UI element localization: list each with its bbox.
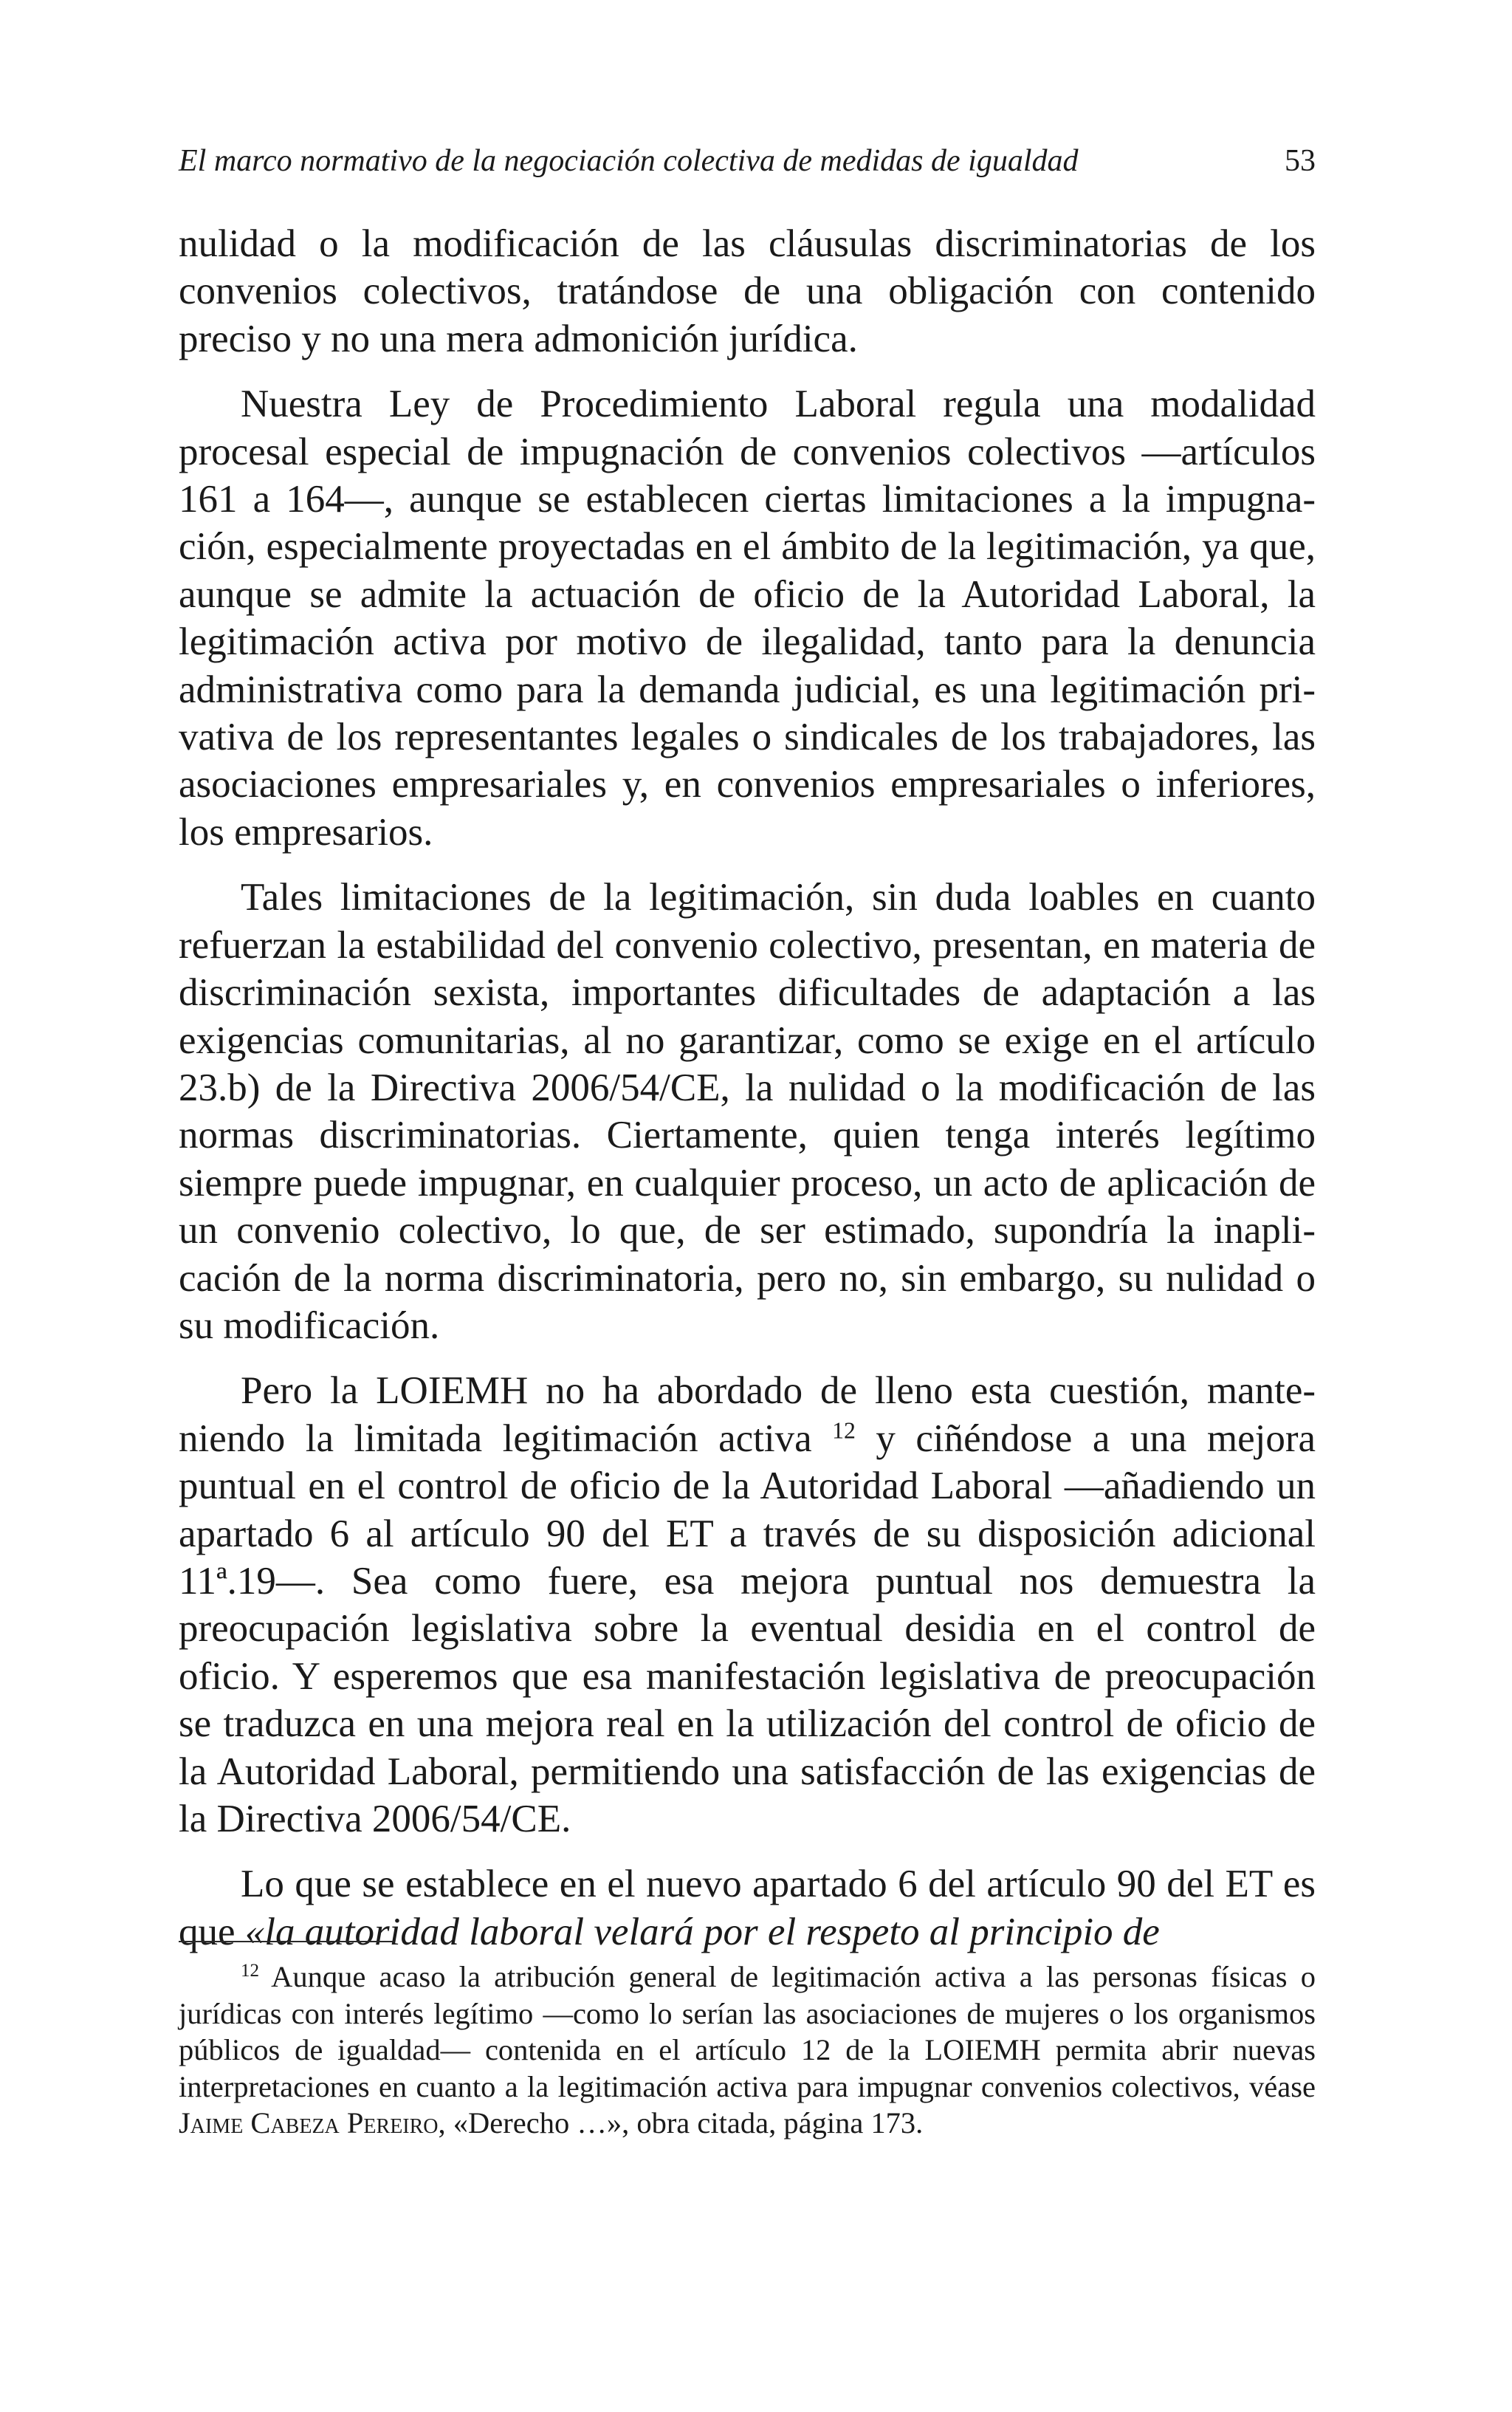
paragraph-5-quote: «la autoridad laboral velará por el respeto al principio de <box>244 1910 1160 1953</box>
running-title: El marco normativo de la negociación colectiva de medidas de igualdad <box>179 144 1079 178</box>
paragraph-2: Nuestra Ley de Procedimiento Laboral regula una modalidad procesal especial de impugnación de convenios colectivos —artículos 161 a 164—, aunque se establecen ciertas limitaciones a la impugnación, especialmente proyectadas en el ámbito de la legitimación, ya que, aunque se admite la actuación de oficio de la Autoridad Laboral, la legitimación activa por motivo de ilegalidad, tanto para la denuncia administrativa como para la demanda judicial, es una legitimación privativa de los representantes legales o sindicales de los trabajadores, las asociaciones empresariales y, en convenios empresariales o inferiores, los empresarios. <box>179 383 1316 854</box>
paragraph-3: Tales limitaciones de la legitimación, sin duda loables en cuanto refuerzan la estabilidad del convenio colectivo, presentan, en materia de discriminación sexista, importantes dificultades de adaptación a las exigencias comunitarias, al no garantizar, como se exige en el artículo 23.b) de la Directiva 2006/54/CE, la nulidad o la modificación de las normas discriminatorias. Ciertamente, quien tenga interés legítimo siempre puede impugnar, en cualquier proceso, un acto de aplicación de un convenio colectivo, lo que, de ser estimado, supondría la inaplicación de la norma discriminatoria, pero no, sin embargo, su nulidad o su modificación. <box>179 876 1316 1347</box>
footnote-text-start: Aunque acaso la atribución general de legitimación activa a las personas físicas o jurídicas con interés legítimo —como lo serían las asociaciones de mujeres o los organismos públicos de igualdad— contenida en el artículo 12 de la LOIEMH permita abrir nuevas interpretaciones en cuanto a la legitimación activa para impugnar convenios colectivos, véase <box>179 1960 1316 2103</box>
paragraph-4-start: Pero la LOIEMH no ha abordado de lleno esta cuestión, manteniendo la limitada legitimación activa <box>179 1369 1316 1460</box>
page-number: 53 <box>1285 144 1316 178</box>
footnote-author: Jaime Cabeza Pereiro <box>179 2106 439 2139</box>
paragraph-4 <box>179 1367 1316 1843</box>
footnote-number: 12 <box>241 1961 260 1981</box>
main-text <box>179 220 1316 1956</box>
paragraph-4-end: y ciñéndose a una mejora puntual en el control de oficio de la Autoridad Laboral —añadiendo un apartado 6 al artículo 90 del ET a través de su disposición adicional 11ª.19—. Sea como fuere, esa mejora puntual nos demuestra la preocupación legislativa sobre la eventual desidia en el control de oficio. Y esperemos que esa manifestación legislativa de preocupación se traduzca en una mejora real en la utilización del control de oficio de la Autoridad Laboral, permitiendo una satisfacción de las exigencias de la Directiva 2006/54/CE. <box>179 1416 1316 1840</box>
running-header <box>179 139 1316 183</box>
footnote-text-end: , «Derecho …», obra citada, página 173. <box>438 2106 924 2139</box>
book-page <box>179 0 1316 2412</box>
footnote-reference[interactable]: 12 <box>832 1417 856 1444</box>
paragraph-1: nulidad o la modificación de las cláusulas discriminatorias de los convenios colectivos, tratándose de una obligación con contenido preciso y no una mera admonición jurídica. <box>179 222 1316 360</box>
footnote-separator <box>179 1941 394 1942</box>
footnote-12 <box>179 1959 1316 2142</box>
paragraph-5-text: Lo que se establece en el nuevo apartado 6 del artículo 90 del ET es que <box>179 1863 1316 1953</box>
